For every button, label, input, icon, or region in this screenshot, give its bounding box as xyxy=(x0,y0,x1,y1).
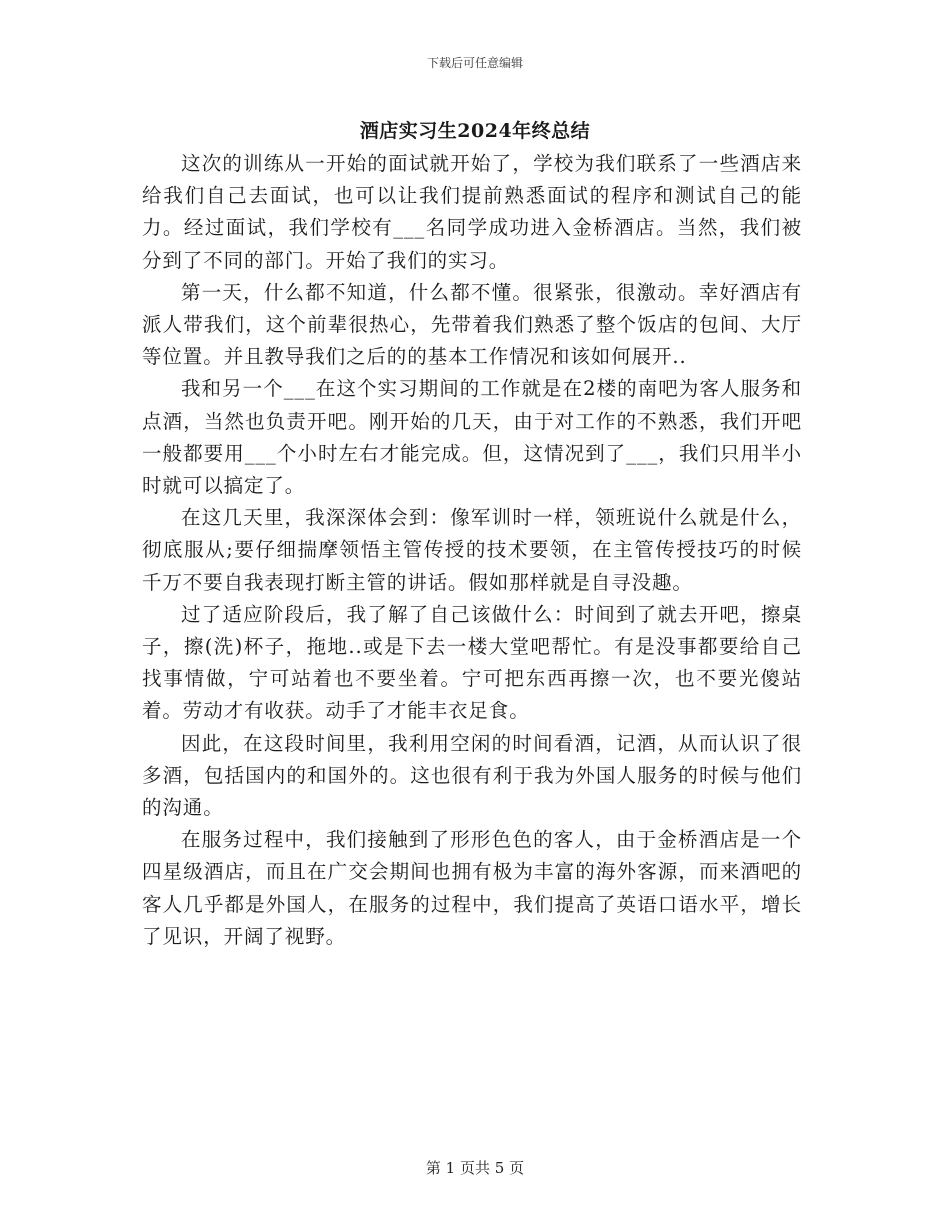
paragraph: 在服务过程中，我们接触到了形形色色的客人，由于金桥酒店是一个四星级酒店，而且在广交会期间也拥有极为丰富的海外客源，而来酒吧的客人几乎都是外国人，在服务的过程中，我们提高了英语口语水平，增长了见识，开阔了视野。 xyxy=(142,828,802,948)
document-title: 酒店实习生2024年终总结 xyxy=(359,120,591,142)
page-footer: 第 1 页共 5 页 xyxy=(425,1159,525,1177)
page-header: 下载后可任意编辑 xyxy=(426,56,523,70)
paragraph: 在这几天里，我深深体会到：像军训时一样，领班说什么就是什么，彻底服从;要仔细揣摩领悟主管传授的技术要领，在主管传授技巧的时候千万不要自我表现打断主管的讲话。假如那样就是自寻没趣。 xyxy=(142,506,802,594)
document-body xyxy=(142,148,802,953)
paragraph: 过了适应阶段后，我了解了自己该做什么：时间到了就去开吧，擦桌子，擦(洗)杯子，拖地..或是下去一楼大堂吧帮忙。有是没事都要给自己找事情做，宁可站着也不要坐着。宁可把东西再擦一次，也不要光傻站着。劳动才有收获。动手了才能丰衣足食。 xyxy=(142,602,802,723)
paragraph: 我和另一个___在这个实习期间的工作就是在2楼的南吧为客人服务和点酒，当然也负责开吧。刚开始的几天，由于对工作的不熟悉，我们开吧一般都要用___个小时左右才能完成。但，这情况到了___，我们只用半小时就可以搞定了。 xyxy=(142,377,802,498)
paragraph: 第一天，什么都不知道，什么都不懂。很紧张，很激动。幸好酒店有派人带我们，这个前辈很热心，先带着我们熟悉了整个饭店的包间、大厅等位置。并且教导我们之后的的基本工作情况和该如何展开.. xyxy=(142,280,802,369)
paragraph: 这次的训练从一开始的面试就开始了，学校为我们联系了一些酒店来给我们自己去面试，也可以让我们提前熟悉面试的程序和测试自己的能力。经过面试，我们学校有___名同学成功进入金桥酒店。当然，我们被分到了不同的部门。开始了我们的实习。 xyxy=(142,152,802,272)
paragraph: 因此，在这段时间里，我利用空闲的时间看酒，记酒，从而认识了很多酒，包括国内的和国外的。这也很有利于我为外国人服务的时候与他们的沟通。 xyxy=(142,731,802,820)
